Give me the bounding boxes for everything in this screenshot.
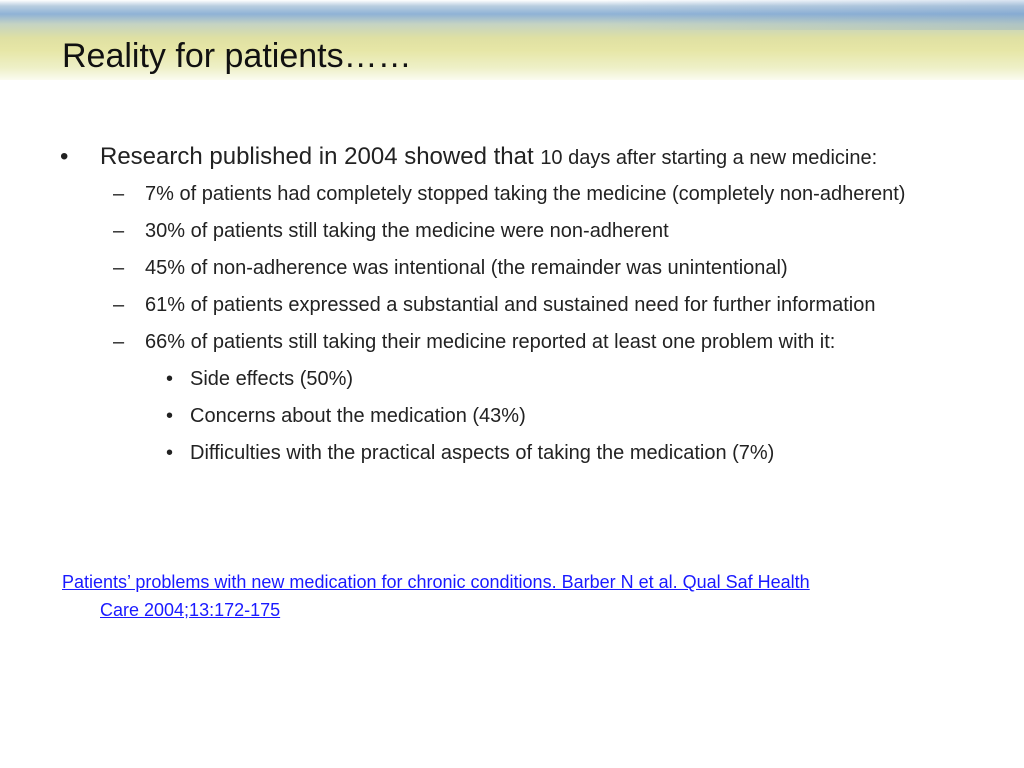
problem-item [166,401,1024,431]
reference-link[interactable] [62,572,962,624]
sub-item [113,253,974,283]
problem-item-text: Concerns about the medication (43%) [190,405,526,427]
sub-item [113,327,974,357]
dash-marker: – [113,183,125,205]
sub-item-text: 7% of patients had completely stopped taking the medicine (completely non-adherent) [145,183,906,205]
bullet-marker: • [166,368,174,390]
dash-marker: – [113,294,125,316]
problem-item [166,364,1024,394]
sub-item [113,290,974,320]
sub-item-text: 61% of patients expressed a substantial and sustained need for further information [145,294,876,316]
dash-marker: – [113,220,125,242]
dash-marker: – [113,257,125,279]
sub-item [113,179,974,209]
bullet-marker: • [60,143,69,170]
bullet-marker: • [166,405,174,427]
bullet-marker: • [166,442,174,464]
sub-item [113,216,974,246]
reference-line-2: Care 2004;13:172-175 [100,600,281,620]
reference-citation [62,568,962,624]
sub-item-text: 66% of patients still taking their medicine reported at least one problem with it: [145,331,836,353]
sub-item-text: 45% of non-adherence was intentional (the remainder was unintentional) [145,257,788,279]
slide-title: Reality for patients…… [62,37,412,75]
slide-content [0,140,1024,475]
reference-line-1: Patients’ problems with new medication for chronic conditions. Barber N et al. Qual Saf Health [62,572,810,592]
problem-item-text: Difficulties with the practical aspects of taking the medication (7%) [190,442,775,464]
sub-item-text: 30% of patients still taking the medicine were non-adherent [145,220,669,242]
main-bullet [60,140,1024,175]
problem-item-text: Side effects (50%) [190,368,354,390]
problem-item [166,438,1024,468]
main-bullet-tail: 10 days after starting a new medicine: [540,147,878,169]
dash-marker: – [113,331,125,353]
main-bullet-text: Research published in 2004 showed that [100,143,534,170]
